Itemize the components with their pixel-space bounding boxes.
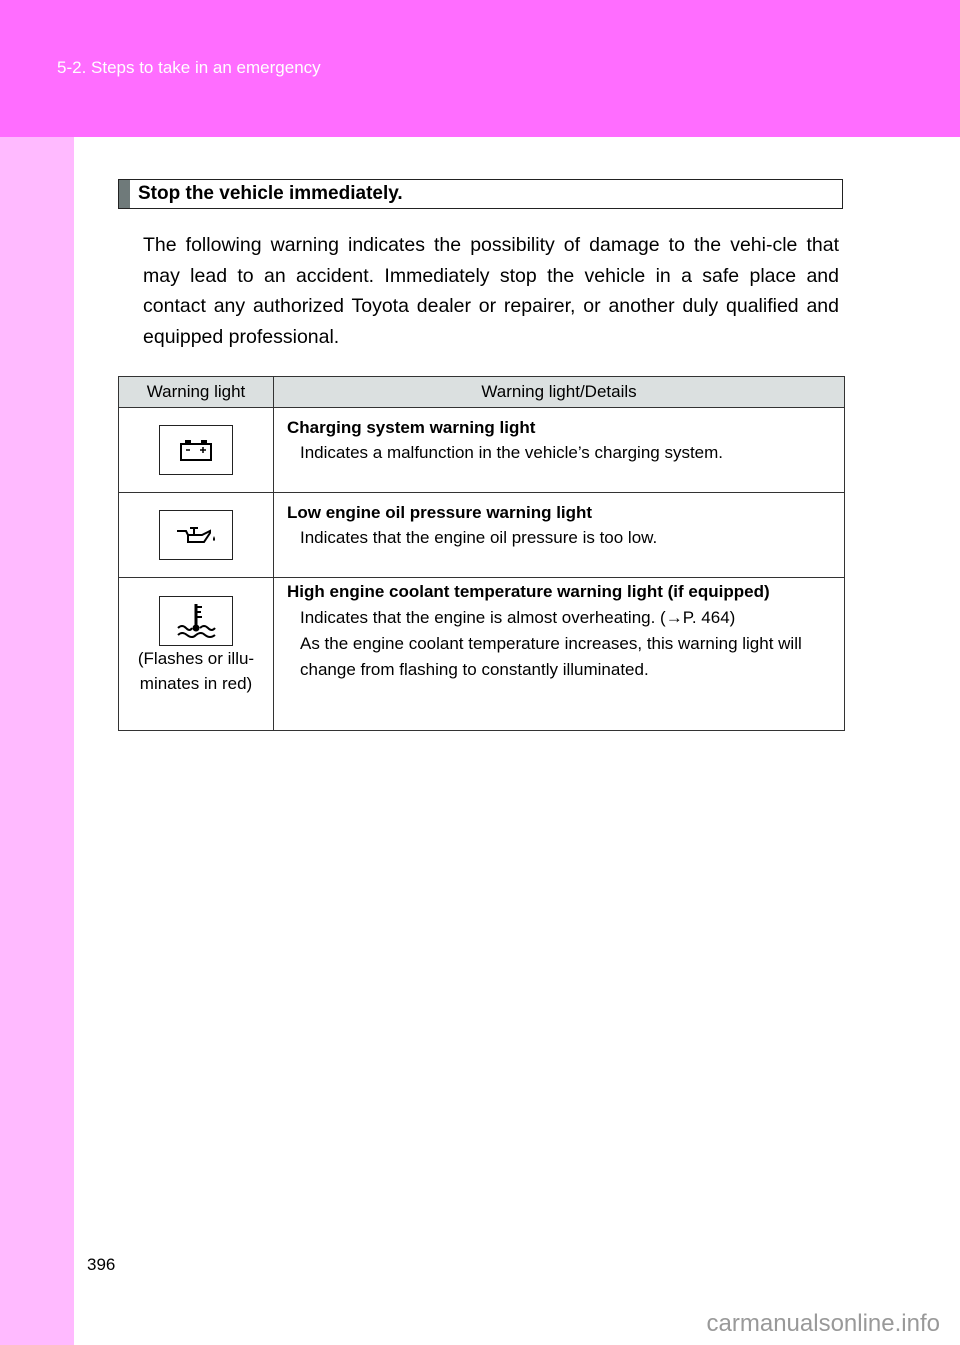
row-title: Charging system warning light <box>287 418 536 437</box>
row-title: Low engine oil pressure warning light <box>287 503 593 522</box>
side-margin-bar <box>0 137 74 1345</box>
watermark: carmanualsonline.info <box>706 1310 940 1337</box>
table-row <box>119 578 845 731</box>
heading-accent-bar <box>119 180 130 208</box>
table-row <box>119 493 845 578</box>
row-detail: As the engine coolant temperature increases, this warning light will change from flashing to constantly illuminated. <box>300 634 802 679</box>
warning-light-table <box>118 376 845 731</box>
heading-text: Stop the vehicle immediately. <box>138 183 403 204</box>
section-heading <box>118 179 843 209</box>
row-detail: Indicates a malfunction in the vehicle’s charging system. <box>300 443 724 462</box>
table-row <box>119 408 845 493</box>
coolant-temperature-icon <box>159 596 233 646</box>
page-number: 396 <box>87 1255 116 1274</box>
icon-caption: (Flashes or illu-minates in red) <box>137 649 255 693</box>
column-header-warning-light: Warning light <box>119 377 274 408</box>
header-bar <box>0 0 960 137</box>
column-header-details: Warning light/Details <box>274 377 845 408</box>
row-detail: Indicates that the engine is almost overheating. (→P. 464) <box>300 608 736 627</box>
row-detail: Indicates that the engine oil pressure is too low. <box>300 528 658 547</box>
section-title: 5-2. Steps to take in an emergency <box>57 58 321 77</box>
intro-paragraph: The following warning indicates the possibility of damage to the vehi-cle that may lead to an accident. Immediately stop the vehicle in a safe place and contact any authorized Toyota dealer or repairer, or another duly qualified and equipped professional. <box>143 234 839 348</box>
battery-icon <box>159 425 233 475</box>
row-title: High engine coolant temperature warning light (if equipped) <box>287 582 770 601</box>
oil-can-icon <box>159 510 233 560</box>
